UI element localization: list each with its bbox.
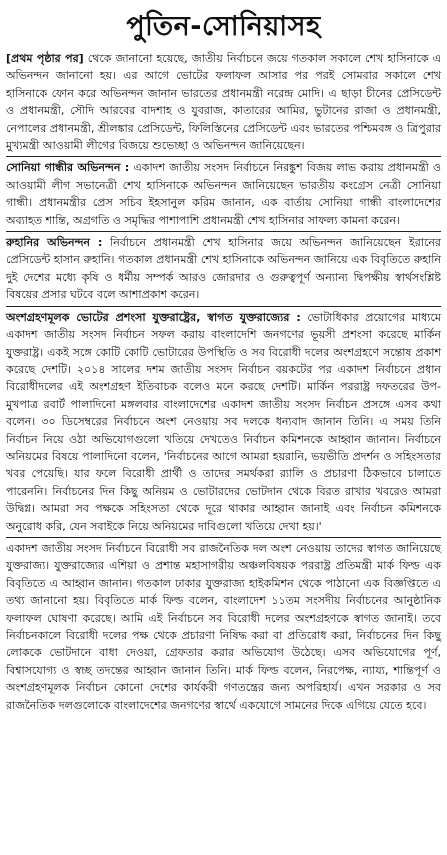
paragraph-lead: [প্রথম পৃষ্ঠার পর] [6,52,84,65]
paragraph-text: থেকে জানানো হয়েছে, জাতীয় নির্বাচনে জয়ে গতকাল সকালে শেখ হাসিনাকে এ অভিনন্দন জানানো হয়। এর আগে ভোটের ফলাফল আসার পর পরই সোমবার সকালে শেখ হাসিনাকে ফোন করে অভিনন্দন জানান ভারতের প্রধানমন্ত্রী নরেন্দ্র মোদি। এ ছাড়া চীনের প্রেসিডেন্ট ও প্রধানমন্ত্রী, সৌদি আরবের বাদশাহ ও যুবরাজ, কাতারের আমির, ভুটানের রাজা ও প্রধানমন্ত্রী, নেপালের প্রধানমন্ত্রী, শ্রীলঙ্কার প্রেসিডেন্ট, ফিলিস্তিনের প্রেসিডেন্ট এবং ভারতের পশ্চিমবঙ্গ ও ত্রিপুরার মুখ্যমন্ত্রী আওয়ামী লীগের বিজয়ে শুভেচ্ছা ও অভিনন্দন জানিয়েছেন। [6,52,441,153]
paragraph-text: ভোটাধিকার প্রয়োগের মাধ্যমে একাদশ জাতীয় সংসদ নির্বাচন সফল করায় বাংলাদেশি জনগণের ভূয়সী প্রশংসা করেছে মার্কিন যুক্তরাষ্ট্র। একই সঙ্গে কোটি কোটি ভোটারের উপস্থিতি ও সব বিরোধী দলের অংশগ্রহণে সন্তোষ প্রকাশ করেছে দেশটি। ২০১৪ সালের দশম জাতীয় সংসদ নির্বাচন বয়কটের পর একাদশ নির্বাচনে প্রধান বিরোধীদলের এই অংশগ্রহণ ইতিবাচক বলেও মনে করছে দেশটি। মার্কিন পররাষ্ট্র দফতরের উপ-মুখপাত্র রবার্ট পালাদিনো মঙ্গলবার বাংলাদেশের একাদশ জাতীয় সংসদ নির্বাচন প্রসঙ্গে এসব কথা বলেন। ৩০ ডিসেম্বরের নির্বাচনে অংশ নেওয়ায় সব দলকে ধন্যবাদ জানান তিনি। এ সময় তিনি নির্বাচন নিয়ে ওঠা অভিযোগগুলো খতিয়ে দেখতেও নির্বাচন কমিশনকে আহ্বান জানান। নির্বাচনে অনিয়মের বিষয়ে পালাদিনো বলেন, 'নির্বাচনের আগে আমরা হয়রানি, ভয়ভীতি প্রদর্শন ও সহিংসতার খবর পেয়েছি। যার ফলে বিরোধী প্রার্থী ও তাদের সমর্থকরা র‌্যালি ও প্রচারণা ঠিকভাবে চালাতে পারেননি। নির্বাচনের দিন কিছু অনিয়ম ও ভোটারদের ভোটদান থেকে বিরত রাখার খবরেও আমরা উদ্বিগ্ন। আমরা সব পক্ষকে সহিংসতা থেকে দূরে থাকার আহ্বান জানাই এবং নির্বাচন কমিশনকে অনুরোধ করি, যেন সবাইকে নিয়ে অনিয়মের দাবিগুলো খতিয়ে দেখা হয়।' [6,310,441,533]
article-paragraph [6,156,441,229]
paragraph-lead: সোনিয়া গান্ধীর অভিনন্দন : [6,161,130,175]
article-paragraph [6,50,441,154]
article-paragraph [6,537,441,714]
article-paragraph [6,306,441,535]
article-paragraph [6,231,441,304]
article-body [6,50,441,714]
paragraph-text: একাদশ জাতীয় সংসদ নির্বাচনে নিরঙ্কুশ বিজয় লাভ করায় প্রধানমন্ত্রী ও আওয়ামী লীগ সভানেত্রী শেখ হাসিনাকে অভিনন্দন জানিয়েছেন ভারতীয় কংগ্রেস নেত্রী সোনিয়া গান্ধী। প্রধানমন্ত্রীর প্রেস সচিব ইহসানুল করিম জানান, এক বার্তায় সোনিয়া গান্ধী বাংলাদেশের অব্যাহত শান্তি, অগ্রগতি ও সমৃদ্ধির পাশাপাশি প্রধানমন্ত্রী শেখ হাসিনার সাফল্য কামনা করেন। [6,161,441,227]
paragraph-lead: অংশগ্রহণমূলক ভোটের প্রশংসা যুক্তরাষ্ট্রের, স্বাগত যুক্তরাজ্যের : [6,310,301,324]
paragraph-text: নির্বাচনে প্রধানমন্ত্রী শেখ হাসিনার জয়ে অভিনন্দন জানিয়েছেন ইরানের প্রেসিডেন্ট হাসান রুহানি। গতকাল প্রধানমন্ত্রী শেখ হাসিনাকে অভিনন্দন জানিয়ে এক বিবৃতিতে রুহানি দুই দেশের মধ্যে কৃষি ও ধর্মীয় সম্পর্ক আরও জোরদার ও গুরুত্বপূর্ণ অন্যান্য দ্বিপক্ষীয় স্বার্থসংশ্লিষ্ট বিষয়ের প্রসার ঘটবে বলে আশাপ্রকাশ করেন। [6,236,441,302]
paragraph-lead: রুহানির অভিনন্দন : [6,236,103,250]
paragraph-text: একাদশ জাতীয় সংসদ নির্বাচনে বিরোধী সব রাজনৈতিক দল অংশ নেওয়ায় তাদের স্বাগত জানিয়েছে যুক্তরাজ্য। যুক্তরাজ্যের এশিয়া ও প্রশান্ত মহাসাগরীয় অঞ্চলবিষয়ক পররাষ্ট্র প্রতিমন্ত্রী মার্ক ফিল্ড এক বিবৃতিতে এ আহ্বান জানান। গতকাল ঢাকার যুক্তরাজ্য হাইকমিশন থেকে পাঠানো এক বিজ্ঞপ্তিতে এ তথ্য জানানো হয়। বিবৃতিতে মার্ক ফিল্ড বলেন, বাংলাদেশ ১১তম সংসদীয় নির্বাচনের আনুষ্ঠানিক ফলাফল ঘোষণা করেছে। আমি এই নির্বাচনে সব বিরোধী দলের অংশগ্রহণকে স্বাগত জানাই। তবে নির্বাচনকালে বিরোধী দলের পক্ষ থেকে প্রচারণা নিষিদ্ধ করা বা প্রতিরোধ করা, নির্বাচনের দিন কিছু লোককে ভোটদানে বাধা দেওয়া, গ্রেফতার করার অভিযোগ উঠেছে। এসব অভিযোগের পূর্ণ, বিশ্বাসযোগ্য ও স্বচ্ছ তদন্তের আহ্বান জানান তিনি। মার্ক ফিল্ড বলেন, নিরপেক্ষ, ন্যায্য, শান্তিপূর্ণ ও অংশগ্রহণমূলক নির্বাচন কোনো দেশের কার্যকরী গণতন্ত্রের জন্য অপরিহার্য। এখন সরকার ও সব রাজনৈতিক দলগুলোকে বাংলাদেশের জনগণের স্বার্থে একযোগে সামনের দিকে এগিয়ে যেতে হবে। [6,541,441,712]
article-headline: পুতিন-সোনিয়াসহ [126,11,321,42]
